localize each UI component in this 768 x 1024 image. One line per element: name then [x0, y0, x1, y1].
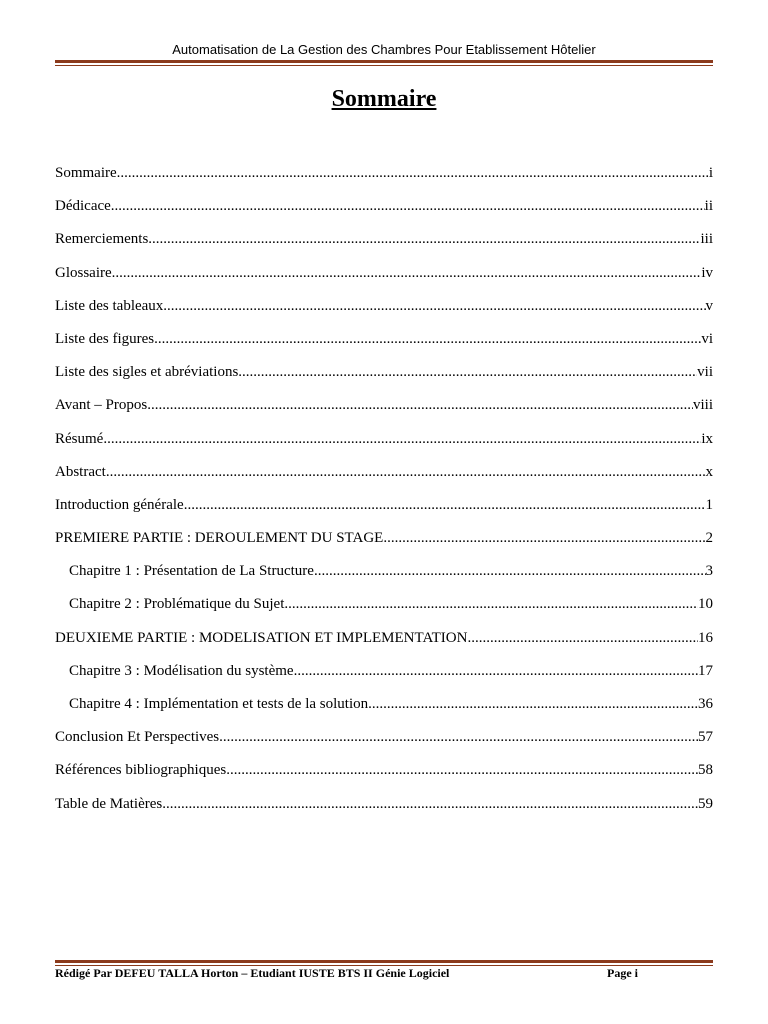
toc-entry-label: Liste des figures [55, 330, 155, 347]
toc-entry[interactable] [55, 729, 713, 762]
toc-entry-label: DEUXIEME PARTIE : MODELISATION ET IMPLEMENTATION [55, 629, 468, 646]
toc-entry[interactable] [55, 762, 713, 795]
toc-dot-leader [184, 497, 706, 514]
toc-dot-leader [294, 663, 698, 680]
table-of-contents [55, 165, 713, 829]
toc-dot-leader [111, 198, 705, 215]
toc-dot-leader [368, 696, 698, 713]
toc-entry-label: Liste des sigles et abréviations [55, 364, 239, 381]
toc-entry-label: Abstract [55, 463, 106, 480]
toc-entry-label: Conclusion Et Perspectives [55, 729, 220, 746]
toc-entry-label: Table de Matières [55, 795, 163, 812]
toc-dot-leader [106, 464, 706, 481]
toc-dot-leader [103, 431, 701, 448]
running-header-title: Automatisation de La Gestion des Chambres Pour Etablissement Hôtelier [172, 42, 596, 57]
toc-entry[interactable] [55, 198, 713, 231]
toc-entry-page: 58 [698, 762, 713, 779]
toc-entry-page: 16 [698, 629, 713, 646]
toc-entry-page: vi [701, 330, 713, 347]
toc-entry-page: 36 [698, 696, 713, 712]
toc-dot-leader [284, 596, 698, 613]
toc-entry[interactable] [55, 563, 713, 596]
toc-entry[interactable] [55, 630, 713, 663]
toc-dot-leader [226, 762, 698, 779]
toc-entry-page: iii [700, 231, 713, 248]
toc-dot-leader [117, 165, 709, 182]
toc-entry-label: Avant – Propos [55, 397, 148, 414]
toc-entry-page: ii [704, 198, 713, 215]
toc-entry-label: Glossaire [55, 264, 112, 281]
toc-entry-label: Chapitre 1 : Présentation de La Structure [69, 563, 314, 580]
toc-entry-label: PREMIERE PARTIE : DEROULEMENT DU STAGE [55, 530, 384, 547]
toc-entry-label: Chapitre 2 : Problématique du Sujet [69, 596, 285, 613]
toc-entry-label: Résumé [55, 430, 104, 447]
toc-dot-leader [148, 231, 700, 248]
toc-entry[interactable] [55, 165, 713, 198]
toc-entry-label: Sommaire [55, 165, 117, 181]
toc-entry-page: 2 [705, 530, 713, 547]
toc-entry-page: 17 [698, 662, 713, 679]
toc-entry[interactable] [55, 431, 713, 464]
toc-entry-page: 1 [705, 496, 713, 513]
toc-entry[interactable] [55, 497, 713, 530]
toc-entry[interactable] [55, 265, 713, 298]
toc-entry-label: Remerciements [55, 231, 149, 248]
toc-entry[interactable] [55, 397, 713, 430]
toc-entry[interactable] [55, 596, 713, 629]
page-title: Sommaire [331, 86, 437, 112]
toc-dot-leader [383, 530, 705, 547]
toc-entry-page: 3 [705, 563, 713, 580]
toc-entry-label: Dédicace [55, 198, 111, 215]
footer-author: Rédigé Par DEFEU TALLA Horton – Etudiant IUSTE BTS II Génie Logiciel [55, 966, 450, 980]
toc-entry-label: Chapitre 4 : Implémentation et tests de la solution [69, 696, 369, 712]
toc-dot-leader [467, 630, 698, 647]
toc-dot-leader [154, 331, 701, 348]
toc-entry-page: 59 [698, 795, 713, 812]
toc-entry[interactable] [55, 464, 713, 497]
toc-dot-leader [314, 563, 706, 580]
toc-dot-leader [238, 364, 697, 381]
toc-entry-page: vii [697, 364, 713, 381]
toc-entry-page: iv [701, 264, 713, 281]
toc-dot-leader [112, 265, 702, 282]
toc-entry[interactable] [55, 331, 713, 364]
toc-entry[interactable] [55, 530, 713, 563]
toc-entry-page: 10 [698, 596, 713, 613]
toc-entry-label: Introduction générale [55, 496, 184, 513]
toc-entry-label: Chapitre 3 : Modélisation du système [69, 662, 294, 679]
toc-entry-page: 57 [698, 729, 713, 746]
toc-dot-leader [163, 298, 705, 315]
toc-entry[interactable] [55, 364, 713, 397]
toc-entry-page: ix [701, 430, 713, 447]
toc-entry[interactable] [55, 231, 713, 264]
toc-entry[interactable] [55, 298, 713, 331]
toc-entry[interactable] [55, 663, 713, 696]
toc-dot-leader [219, 729, 698, 746]
toc-entry-page: viii [692, 397, 713, 414]
toc-dot-leader [162, 796, 698, 813]
toc-entry[interactable] [55, 696, 713, 729]
toc-entry-page: i [708, 165, 713, 181]
toc-entry-page: x [705, 463, 713, 480]
toc-entry[interactable] [55, 796, 713, 829]
toc-entry-label: Références bibliographiques [55, 762, 227, 779]
header-rule [55, 60, 713, 66]
footer-page-number: Page i [607, 966, 638, 980]
toc-dot-leader [147, 397, 693, 414]
toc-entry-page: v [705, 297, 713, 314]
toc-entry-label: Liste des tableaux [55, 297, 164, 314]
